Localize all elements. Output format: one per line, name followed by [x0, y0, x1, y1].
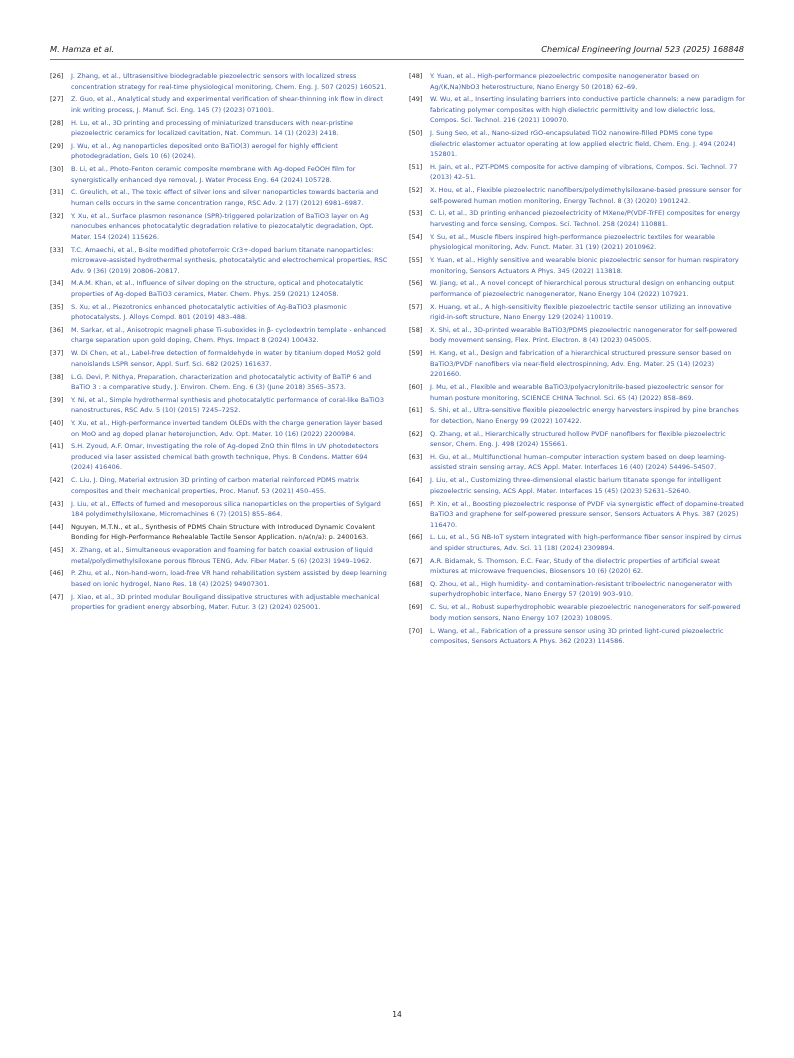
reference-link[interactable]: L.G. Devi, P. Nithya, Preparation, characterization and photocatalytic activity of BaTiP 6 and BaTiO 3 : a comparative study, J. Environ. Chem. Eng. 6 (3) (June 2018) 3565–3573.	[71, 372, 372, 392]
reference-item	[409, 302, 745, 323]
reference-item	[50, 118, 390, 139]
reference-item	[50, 187, 390, 208]
running-header-journal: Chemical Engineering Journal 523 (2025) 168848	[541, 44, 744, 54]
reference-link[interactable]: H. Kang, et al., Design and fabrication of a hierarchical structured pressure sensor based on BaTiO3/PVDF nanofibers via near-field electrospinning, Adv. Eng. Mater. 25 (14) (2023) 2201660.	[430, 349, 732, 379]
reference-link[interactable]: J. Mu, et al., Flexible and wearable BaTiO3/polyacrylonitrile-based piezoelectric sensor for human posture monitoring, SCIENCE CHINA Technol. Sci. 65 (4) (2022) 858–869.	[430, 383, 724, 402]
reference-number: [27]	[50, 95, 64, 104]
reference-item	[50, 302, 390, 323]
reference-link[interactable]: W. Di Chen, et al., Label-free detection of formaldehyde in water by titanium doped MoS2 gold nanoislands LSPR sensor, Appl. Surf. Sci. 682 (2025) 161637.	[71, 349, 381, 368]
reference-item	[50, 325, 390, 346]
reference-item	[50, 592, 390, 613]
reference-item	[409, 348, 745, 380]
reference-link[interactable]: W. Wu, et al., Inserting insulating barriers into conductive particle channels: a new paradigm for fabricating polymer composites with high dielectric permittivity and low dielectric loss, Compos. Sci. Technol. 216 (2021) 109070.	[430, 95, 745, 125]
reference-item	[409, 532, 745, 553]
reference-item	[50, 71, 390, 92]
reference-link[interactable]: Y. Su, et al., Muscle fibers inspired high-performance piezoelectric textiles for wearable physiological monitoring, Adv. Funct. Mater. 31 (19) (2021) 2010962.	[430, 232, 716, 252]
reference-number: [32]	[50, 211, 64, 220]
reference-link[interactable]: J. Sung Seo, et al., Nano-sized rGO-encapsulated TiO2 nanowire-filled PDMS cone type dielectric elastomer actuator operating at low applied electric field, Chem. Eng. J. 494 (2024) 152801.	[430, 129, 736, 159]
reference-link[interactable]: P. Xin, et al., Boosting piezoelectric response of PVDF via synergistic effect of dopamine-treated BaTiO3 and graphene for self-powered pressure sensor, Sensors Actuators A Phys. 387 (2025) 116470.	[430, 499, 744, 529]
reference-link[interactable]: S.H. Zyoud, A.F. Omar, Investigating the role of Ag-doped ZnO thin films in UV photodetectors produced via laser assisted chemical bath growth technique, Phys. B Condens. Matter 694 (2024) 416406.	[71, 442, 379, 472]
reference-number: [63]	[409, 452, 423, 461]
reference-number: [50]	[409, 129, 423, 138]
reference-link[interactable]: J. Wu, et al., Ag nanoparticles deposited onto BaTiO(3) aerogel for highly efficient photodegradation, Gels 10 (6) (2024).	[71, 141, 338, 161]
reference-link[interactable]: M.A.M. Khan, et al., Influence of silver doping on the structure, optical and photocatalytic properties of Ag-doped BaTiO3 ceramics, Mater. Chem. Phys. 259 (2021) 124058.	[71, 279, 364, 298]
reference-item	[50, 441, 390, 473]
reference-link[interactable]: M. Sarkar, et al., Anisotropic magneli phase Ti-suboxides in β- cyclodextrin template - enhanced charge separation upon gold doping, Chem. Phys. Impact 8 (2024) 100432.	[71, 325, 386, 345]
reference-link[interactable]: S. Xu, et al., Piezotronics enhanced photocatalytic activities of Ag-BaTiO3 plasmonic photocatalysts, J. Alloys Compd. 801 (2019) 483–488.	[71, 302, 347, 322]
reference-item	[409, 382, 745, 403]
reference-number: [38]	[50, 372, 64, 381]
running-header-author: M. Hamza et al.	[50, 44, 115, 54]
reference-link[interactable]: S. Shi, et al., Ultra-sensitive flexible piezoelectric energy harvesters inspired by pine branches for detection, Nano Energy 99 (2022) 107422.	[430, 406, 739, 425]
references-right-column	[409, 71, 745, 649]
reference-link[interactable]: A.R. Bidamak, S. Thomson, E.C. Fear, Study of the dielectric properties of artificial sweat mixtures at microwave frequencies, Biosensors 10 (6) (2020) 62.	[430, 556, 720, 576]
reference-number: [58]	[409, 325, 423, 334]
reference-item	[50, 245, 390, 277]
reference-item	[50, 211, 390, 243]
reference-item	[409, 232, 745, 253]
reference-item	[50, 545, 390, 566]
reference-link[interactable]: C. Greulich, et al., The toxic effect of silver ions and silver nanoparticles towards bacteria and human cells occurs in the same concentration range, RSC Adv. 2 (17) (2012) 6981–6987.	[71, 188, 379, 207]
reference-item	[50, 395, 390, 416]
reference-item	[50, 418, 390, 439]
reference-item	[409, 579, 745, 600]
reference-item	[50, 348, 390, 369]
reference-number: [49]	[409, 95, 423, 104]
reference-link[interactable]: Z. Guo, et al., Analytical study and experimental verification of shear-thinning ink flow in direct ink writing process, J. Manuf. Sci. Eng. 145 (7) (2023) 071001.	[71, 95, 383, 114]
reference-item	[409, 71, 745, 92]
reference-item	[409, 162, 745, 183]
reference-item	[50, 94, 390, 115]
reference-item	[409, 475, 745, 496]
reference-number: [29]	[50, 141, 64, 150]
reference-item	[50, 141, 390, 162]
reference-number: [46]	[50, 569, 64, 578]
reference-link[interactable]: B. Li, et al., Photo-Fenton ceramic composite membrane with Ag-doped FeOOH film for synergistically enhanced dye removal, J. Water Process Eng. 64 (2024) 105728.	[71, 165, 356, 184]
reference-number: [55]	[409, 256, 423, 265]
reference-link[interactable]: J. Xiao, et al., 3D printed modular Bouligand dissipative structures with adjustable mechanical properties for gradient energy absorbing, Mater. Futur. 3 (2) (2024) 025001.	[71, 592, 380, 612]
reference-link[interactable]: C. Li, et al., 3D printing enhanced piezoelectricity of MXene/P(VDF-TrFE) composites for energy harvesting and force sensing, Compos. Sci. Technol. 258 (2024) 110881.	[430, 209, 741, 228]
reference-link[interactable]: H. Lu, et al., 3D printing and processing of miniaturized transducers with near-pristine piezoelectric ceramics for localized cavitation, Nat. Commun. 14 (1) (2023) 2418.	[71, 118, 354, 138]
reference-number: [54]	[409, 232, 423, 241]
reference-number: [35]	[50, 302, 64, 311]
reference-number: [62]	[409, 429, 423, 438]
reference-number: [43]	[50, 499, 64, 508]
reference-number: [30]	[50, 165, 64, 174]
page-number: 14	[392, 1010, 402, 1019]
reference-link[interactable]: X. Hou, et al., Flexible piezoelectric nanofibers/polydimethylsiloxane-based pressure sensor for self-powered human motion monitoring, Energy Technol. 8 (3) (2020) 1901242.	[430, 186, 742, 205]
reference-number: [40]	[50, 419, 64, 428]
reference-item	[409, 208, 745, 229]
reference-number: [42]	[50, 476, 64, 485]
reference-item	[409, 499, 745, 531]
reference-number: [65]	[409, 499, 423, 508]
header-rule	[50, 59, 744, 60]
reference-number: [67]	[409, 556, 423, 565]
reference-link[interactable]: T.C. Amaechi, et al., B-site modified photoferroic Cr3+-doped barium titanate nanoparticles: microwave-assisted hydrothermal synthesis, photocatalytic and electrochemical properties, RSC Adv. 9 (36) (2019) 20806–20817.	[71, 245, 388, 275]
reference-item	[409, 452, 745, 473]
reference-link[interactable]: Q. Zhang, et al., Hierarchically structured hollow PVDF nanofibers for flexible piezoelectric sensor, Chem. Eng. J. 498 (2024) 155661.	[430, 429, 726, 449]
reference-number: [70]	[409, 626, 423, 635]
reference-number: [61]	[409, 406, 423, 415]
reference-item	[409, 185, 745, 206]
reference-link[interactable]: J. Liu, et al., Customizing three-dimensional elastic barium titanate sponge for intelligent piezoelectric sensing, ACS Appl. Mater. Interfaces 15 (45) (2023) 52631–52640.	[430, 476, 722, 495]
reference-number: [33]	[50, 245, 64, 254]
reference-number: [60]	[409, 383, 423, 392]
reference-item	[409, 556, 745, 577]
reference-item	[50, 475, 390, 496]
reference-link[interactable]: X. Huang, et al., A high-sensitivity flexible piezoelectric tactile sensor utilizing an innovative rigid-in-soft structure, Nano Energy 129 (2024) 110019.	[430, 302, 732, 322]
reference-item	[50, 522, 390, 543]
reference-number: [48]	[409, 72, 423, 80]
reference-link[interactable]: H. Jain, et al., PZT-PDMS composite for active damping of vibrations, Compos. Sci. Technol. 77 (2013) 42–51.	[430, 162, 738, 182]
reference-number: [31]	[50, 188, 64, 197]
reference-link[interactable]: X. Zhang, et al., Simultaneous evaporation and foaming for batch coaxial extrusion of liquid metal/polydimethylsiloxane porous fibrous TENG, Adv. Fiber Mater. 5 (6) (2023) 1949–1962.	[71, 546, 373, 565]
reference-link[interactable]: L. Lu, et al., 5G NB-IoT system integrated with high-performance fiber sensor inspired by cirrus and spider structures, Adv. Sci. 11 (18) (2024) 2309894.	[430, 533, 742, 552]
reference-number: [64]	[409, 476, 423, 485]
reference-link[interactable]: X. Shi, et al., 3D-printed wearable BaTiO3/PDMS piezoelectric nanogenerator for self-powered body movement sensing, Flex. Print. Electron. 8 (4) (2023) 045005.	[430, 325, 737, 345]
reference-item	[409, 255, 745, 276]
reference-item	[409, 278, 745, 299]
reference-link[interactable]: J. Zhang, et al., Ultrasensitive biodegradable piezoelectric sensors with localized stress concentration strategy for real-time physiological monitoring, Chem. Eng. J. 507 (2025) 160521.	[71, 72, 387, 91]
reference-link[interactable]: C. Liu, J. Ding, Material extrusion 3D printing of carbon material reinforced PDMS matrix composites and their mechanical properties, Proc. Manuf. 53 (2021) 450–455.	[71, 476, 360, 495]
reference-item	[50, 372, 390, 393]
reference-item	[409, 405, 745, 426]
reference-text: Nguyen, M.T.N., et al., Synthesis of PDMS Chain Structure with Introduced Dynamic Covalent Bonding for High-Performance Rehealable Tactile Sensor Application. n/a(n/a): p. 2400163.	[71, 522, 375, 542]
reference-number: [26]	[50, 72, 64, 80]
reference-link[interactable]: J. Liu, et al., Effects of fumed and mesoporous silica nanoparticles on the properties of Sylgard 184 polydimethylsiloxane, Micromachines 6 (7) (2015) 855–864.	[71, 499, 381, 519]
reference-item	[409, 325, 745, 346]
reference-link[interactable]: Y. Xu, et al., High-performance inverted tandem OLEDs with the charge generation layer based on MoO and ag doped planar heterojunction, Adv. Opt. Mater. 10 (16) (2022) 2200984.	[71, 419, 383, 438]
reference-number: [52]	[409, 186, 423, 195]
reference-item	[409, 429, 745, 450]
reference-number: [51]	[409, 162, 423, 171]
reference-item	[409, 626, 745, 647]
reference-item	[50, 164, 390, 185]
reference-number: [28]	[50, 118, 64, 127]
reference-number: [47]	[50, 592, 64, 601]
reference-number: [34]	[50, 279, 64, 288]
reference-number: [41]	[50, 442, 64, 451]
reference-link[interactable]: L. Wang, et al., Fabrication of a pressure sensor using 3D printed light-cured piezoelectric composites, Sensors Actuators A Phys. 362 (2023) 114586.	[430, 626, 724, 646]
reference-link[interactable]: P. Zhu, et al., Non-hand-worn, load-free VR hand rehabilitation system assisted by deep learning based on ionic hydrogel, Nano Res. 18 (4) (2025) 94907301.	[71, 569, 387, 588]
reference-number: [59]	[409, 349, 423, 358]
reference-number: [53]	[409, 209, 423, 218]
reference-link[interactable]: Y. Xu, et al., Surface plasmon resonance (SPR)-triggered polarization of BaTiO3 layer on Ag nanocubes enhances photocatalytic degradation relative to piezocatalytic degradation, Opt. Mater. 154 (2024) 115626.	[71, 211, 374, 241]
reference-item	[409, 94, 745, 126]
reference-link[interactable]: Q. Zhou, et al., High humidity- and contamination-resistant triboelectric nanogenerator with superhydrophobic interface, Nano Energy 57 (2019) 903–910.	[430, 579, 733, 599]
reference-link[interactable]: Y. Yuan, et al., Highly sensitive and wearable bionic piezoelectric sensor for human respiratory monitoring, Sensors Actuators A Phys. 345 (2022) 113818.	[430, 256, 739, 275]
reference-number: [57]	[409, 302, 423, 311]
reference-number: [66]	[409, 533, 423, 542]
reference-item	[50, 499, 390, 520]
reference-link[interactable]: W. Jiang, et al., A novel concept of hierarchical porous structural design on enhancing output performance of piezoelectric nanogenerator, Nano Energy 104 (2022) 107921.	[430, 279, 735, 298]
reference-number: [39]	[50, 395, 64, 404]
reference-number: [68]	[409, 579, 423, 588]
reference-link[interactable]: Y. Ni, et al., Simple hydrothermal synthesis and photocatalytic performance of coral-like BaTiO3 nanostructures, RSC Adv. 5 (10) (2015) 7245–7252.	[71, 395, 385, 415]
reference-number: [37]	[50, 349, 64, 358]
reference-item	[409, 128, 745, 160]
reference-link[interactable]: Y. Yuan, et al., High-performance piezoelectric composite nanogenerator based on Ag/(K,Na)NbO3 heterostructure, Nano Energy 50 (2018) 62–69.	[430, 72, 700, 91]
reference-number: [36]	[50, 325, 64, 334]
reference-item	[50, 568, 390, 589]
reference-link[interactable]: H. Gu, et al., Multifunctional human–computer interaction system based on deep learning-assisted strain sensing array, ACS Appl. Mater. Interfaces 16 (40) (2024) 54496–54507.	[430, 452, 727, 472]
reference-item	[409, 602, 745, 623]
reference-link[interactable]: C. Su, et al., Robust superhydrophobic wearable piezoelectric nanogenerators for self-powered body motion sensors, Nano Energy 107 (2023) 108095.	[430, 603, 741, 622]
references-left-column	[50, 71, 390, 615]
reference-number: [56]	[409, 279, 423, 288]
reference-item	[50, 278, 390, 299]
reference-number: [45]	[50, 546, 64, 555]
reference-number: [44]	[50, 522, 64, 531]
reference-number: [69]	[409, 603, 423, 612]
